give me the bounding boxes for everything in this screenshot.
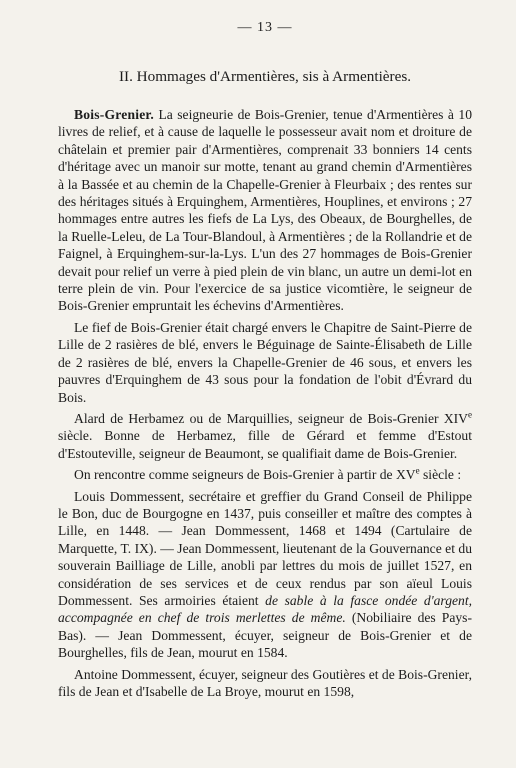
section-title: II. Hommages d'Armentières, sis à Armentières. [118,68,412,85]
page-number: — 13 — [237,20,293,35]
paragraph-antoine-dommessent: Antoine Dommessent, écuyer, seigneur des Goutières et de Bois-Grenier, fils de Jean et d'Isabelle de La Broye, mourut en 1598, [58,666,472,699]
century-superscript: e [468,409,472,420]
century-superscript: e [415,465,420,476]
paragraph-seigneurs-intro [58,466,472,483]
paragraph-text: On rencontre comme seigneurs de Bois-Grenier à partir de XV [74,467,416,483]
paragraph-bois-grenier [58,106,472,315]
paragraph-fief-charges: Le fief de Bois-Grenier était chargé envers le Chapitre de Saint-Pierre de Lille de 2 rasières de blé, envers le Béguinage de Sainte-Élisabeth de Lille de 2 rasières de blé, envers la Chapelle-Grenier de 46 sous, et envers les pauvres d'Erquinghem de 43 sous pour la fondation de l'obit d'Évrard du Bois. [58,319,472,405]
entry-heading: Bois-Grenier. [74,107,155,122]
paragraph-louis-dommessent [58,488,472,662]
paragraph-text: siècle : [419,467,462,483]
paragraph-alard-de-herbamez [58,410,472,462]
armorial-description: de sable à la fasce ondée d'argent, accompagnée en chef de trois merlettes de même. [58,592,473,626]
paragraph-text: Alard de Herbamez ou de Marquillies, seigneur de Bois-Grenier XIV [74,410,468,426]
paragraph-text: (Nobiliaire des Pays-Bas). — Jean Dommessent, écuyer, seigneur de Bois-Grenier et de Bourghelles, fils de Jean, mourut en 1584. [58,610,472,661]
paragraph-text: Louis Dommessent, secrétaire et greffier du Grand Conseil de Philippe le Bon, duc de Bourgogne en 1437, puis conseiller et maître des comptes à Lille, en 1448. — Jean Dommessent, 1468 et 1494 (Cartulaire de Marquette, T. IX). — Jean Dommessent, lieutenant de la Gouvernance et du souverain Bailliage de Lille, anobli par lettres du mois de juillet 1527, en considération de ses services et de ceux rendus par son aïeul Louis Dommessent. Ses armoiries étaient [58,488,472,608]
paragraph-text: siècle. Bonne de Herbamez, fille de Gérard et femme d'Estout d'Estouteville, seigneur de Beaumont, se qualifiait dame de Bois-Grenier. [58,428,472,461]
paragraph-text: La seigneurie de Bois-Grenier, tenue d'Armentières à 10 livres de relief, et à cause de laquelle le possesseur avait nom et droiture de châtelain et premier pair d'Armentières, comprenait 33 bonniers 14 cents d'héritage avec un manoir sur motte, tenant au grand chemin d'Armentières à la Bassée et au chemin de la Chapelle-Grenier à Fleurbaix ; des rentes sur des héritages situés à Erquinghem, Armentières, Houplines, et environs ; 27 hommages entre autres les fiefs de La Lys, des Obeaux, de Bourghelles, de la Ruelle-Leleu, de La Tour-Blandoul, à Armentières ; de la Rollandrie et de Faignel, à Erquinghem-sur-la-Lys. L'un des 27 hommages de Bois-Grenier devait pour relief un verre à pied plein de vin blanc, un autre un demi-lot en terre plein de vin. Pour l'exercice de sa justice vicomtière, le seigneur de Bois-Grenier empruntait les échevins d'Armentières. [58,107,472,314]
